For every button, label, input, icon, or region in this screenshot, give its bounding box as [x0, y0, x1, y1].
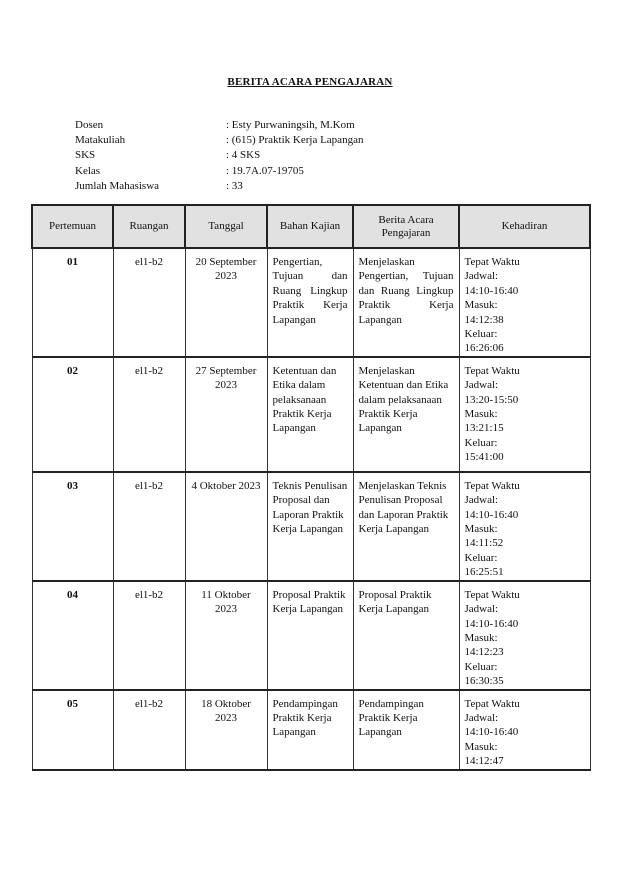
header-berita-acara: Berita Acara Pengajaran — [353, 205, 459, 248]
info-label: Dosen — [75, 119, 104, 131]
kehadiran-line: Keluar: — [464, 551, 498, 564]
header-tanggal: Tanggal — [185, 205, 267, 248]
kehadiran-line: 13:21:15 — [464, 422, 504, 435]
kehadiran-line: Jadwal: — [464, 270, 499, 283]
cell-pertemuan: 04 — [32, 581, 113, 690]
kehadiran-line: Jadwal: — [464, 711, 499, 724]
cell-ruangan: el1-b2 — [113, 357, 185, 472]
cell-tanggal: 20 September 2023 — [185, 248, 267, 357]
kehadiran-status: Tepat Waktu — [464, 479, 520, 492]
cell-bahan-kajian: Pengertian, Tujuan dan Ruang Lingkup Praktik Kerja Lapangan — [267, 248, 353, 357]
info-label: Matakuliah — [75, 134, 126, 147]
header-kehadiran: Kehadiran — [459, 205, 590, 248]
attendance-table — [31, 204, 591, 771]
course-info — [75, 118, 363, 194]
kehadiran-line: Keluar: — [464, 660, 498, 673]
cell-kehadiran — [459, 357, 590, 472]
kehadiran-line: Jadwal: — [464, 494, 499, 507]
cell-tanggal: 11 Oktober 2023 — [185, 581, 267, 690]
info-row-matakuliah — [75, 133, 363, 148]
table-row — [32, 357, 590, 472]
cell-ruangan: el1-b2 — [113, 581, 185, 690]
kehadiran-line: Masuk: — [464, 740, 498, 753]
cell-pertemuan: 02 — [32, 357, 113, 472]
cell-berita-acara: Menjelaskan Pengertian, Tujuan dan Ruang Lingkup Praktik Kerja Lapangan — [353, 248, 459, 357]
cell-berita-acara: Menjelaskan Teknis Penulisan Proposal dan Laporan Praktik Kerja Lapangan — [353, 472, 459, 581]
cell-bahan-kajian: Pendampingan Praktik Kerja Lapangan — [267, 690, 353, 770]
info-value: : (615) Praktik Kerja Lapangan — [226, 134, 364, 147]
info-label: Kelas — [75, 164, 101, 177]
cell-tanggal: 18 Oktober 2023 — [185, 690, 267, 770]
kehadiran-line: Masuk: — [464, 299, 498, 312]
kehadiran-line: 15:41:00 — [464, 451, 504, 464]
kehadiran-line: 16:30:35 — [464, 675, 504, 688]
cell-kehadiran — [459, 472, 590, 581]
kehadiran-line: Keluar: — [464, 328, 498, 341]
header-bahan-kajian: Bahan Kajian — [267, 205, 353, 248]
cell-tanggal: 27 September 2023 — [185, 357, 267, 472]
kehadiran-line: Masuk: — [464, 523, 498, 536]
info-value: : 33 — [226, 179, 243, 192]
info-value: : 19.7A.07-19705 — [226, 164, 304, 177]
kehadiran-status: Tepat Waktu — [464, 364, 520, 377]
cell-bahan-kajian: Ketentuan dan Etika dalam pelaksanaan Praktik Kerja Lapangan — [267, 357, 353, 472]
kehadiran-status: Tepat Waktu — [464, 256, 520, 268]
kehadiran-line: 14:11:52 — [464, 537, 504, 550]
cell-tanggal: 4 Oktober 2023 — [185, 472, 267, 581]
kehadiran-line: 14:10-16:40 — [464, 726, 519, 739]
table-row — [32, 248, 590, 357]
cell-ruangan: el1-b2 — [113, 472, 185, 581]
cell-kehadiran — [459, 248, 590, 357]
info-row-kelas — [75, 164, 363, 179]
kehadiran-line: Keluar: — [464, 436, 498, 449]
cell-berita-acara: Proposal Praktik Kerja Lapangan — [353, 581, 459, 690]
table-header-row — [32, 205, 590, 248]
kehadiran-line: 16:25:51 — [464, 566, 504, 579]
header-pertemuan: Pertemuan — [32, 205, 113, 248]
table-row — [32, 581, 590, 690]
info-value: : Esty Purwaningsih, M.Kom — [226, 119, 355, 131]
kehadiran-line: 14:12:23 — [464, 646, 504, 659]
cell-berita-acara: Pendampingan Praktik Kerja Lapangan — [353, 690, 459, 770]
cell-bahan-kajian: Teknis Penulisan Proposal dan Laporan Praktik Kerja Lapangan — [267, 472, 353, 581]
info-row-dosen — [75, 118, 363, 133]
cell-ruangan: el1-b2 — [113, 690, 185, 770]
info-value: : 4 SKS — [226, 149, 261, 162]
kehadiran-status: Tepat Waktu — [464, 697, 520, 710]
kehadiran-line: 16:26:06 — [464, 342, 504, 355]
cell-bahan-kajian: Proposal Praktik Kerja Lapangan — [267, 581, 353, 690]
kehadiran-line: Masuk: — [464, 631, 498, 644]
cell-kehadiran — [459, 690, 590, 770]
kehadiran-line: 14:12:47 — [464, 755, 504, 768]
header-ruangan: Ruangan — [113, 205, 185, 248]
cell-pertemuan: 01 — [32, 248, 113, 357]
info-row-sks — [75, 148, 363, 163]
table-row — [32, 472, 590, 581]
info-label: SKS — [75, 149, 96, 162]
info-label: Jumlah Mahasiswa — [75, 179, 160, 192]
table-row — [32, 690, 590, 770]
cell-pertemuan: 03 — [32, 472, 113, 581]
document-title: BERITA ACARA PENGAJARAN — [227, 76, 393, 88]
cell-ruangan: el1-b2 — [113, 248, 185, 357]
kehadiran-line: 14:12:38 — [464, 313, 504, 326]
kehadiran-line: Jadwal: — [464, 379, 499, 392]
kehadiran-line: Masuk: — [464, 408, 498, 421]
cell-berita-acara: Menjelaskan Ketentuan dan Etika dalam pelaksanaan Praktik Kerja Lapangan — [353, 357, 459, 472]
info-row-jumlah-mahasiswa — [75, 179, 363, 194]
cell-pertemuan: 05 — [32, 690, 113, 770]
kehadiran-line: Jadwal: — [464, 603, 499, 616]
cell-kehadiran — [459, 581, 590, 690]
kehadiran-line: 14:10-16:40 — [464, 617, 519, 630]
kehadiran-line: 13:20-15:50 — [464, 393, 519, 406]
kehadiran-status: Tepat Waktu — [464, 588, 520, 601]
kehadiran-line: 14:10-16:40 — [464, 284, 519, 297]
kehadiran-line: 14:10-16:40 — [464, 508, 519, 521]
